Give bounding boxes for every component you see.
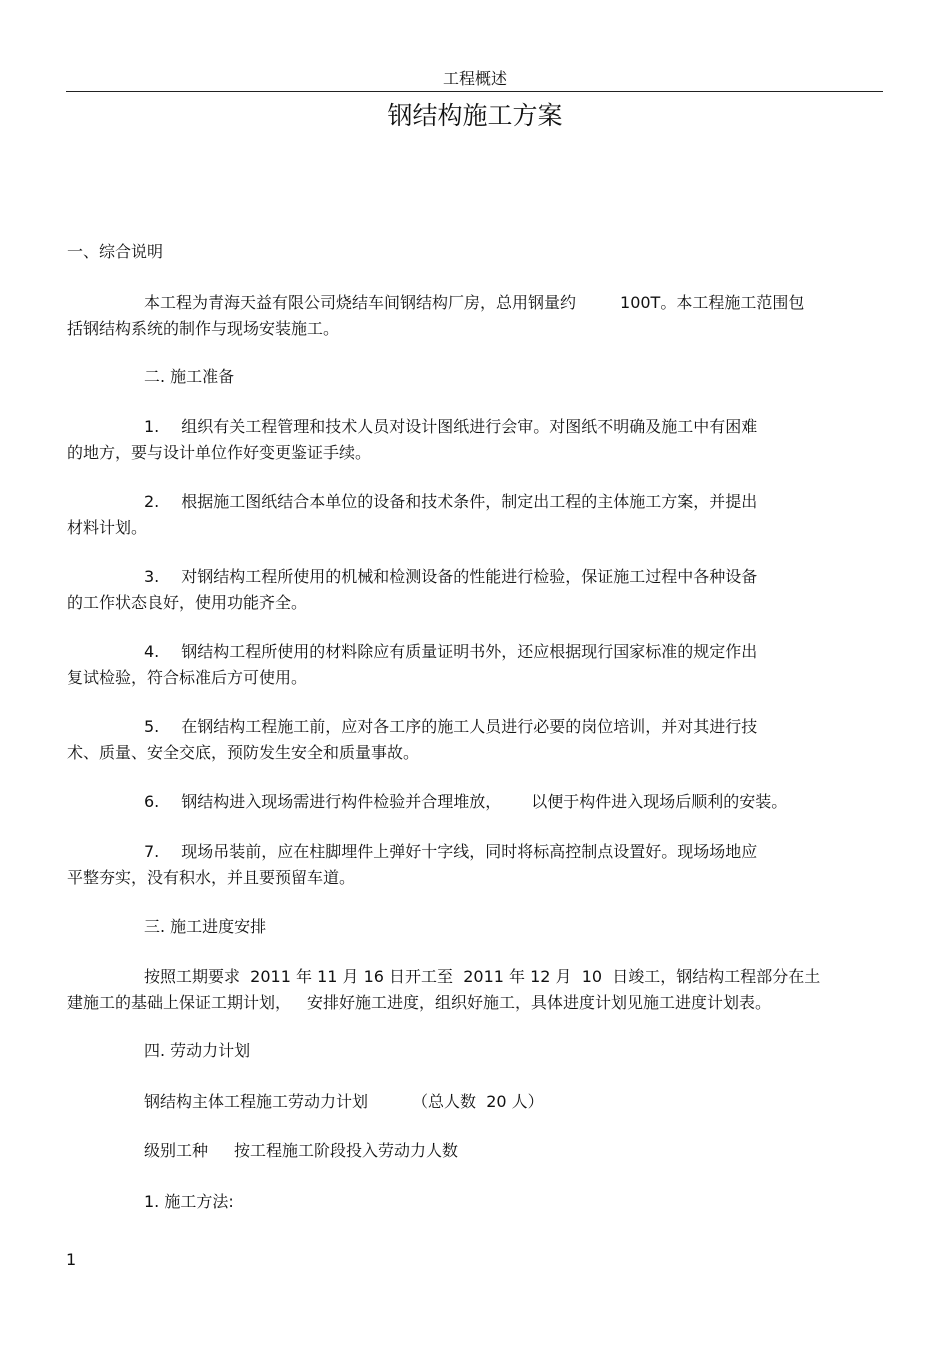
list-text: 对钢结构工程所使用的机械和检测设备的性能进行检验，保证施工过程中各种设备: [181, 567, 758, 586]
list-number: 3.: [144, 567, 160, 586]
text-run: 安排好施工进度，组织好施工，具体进度计划见施工进度计划表。: [307, 993, 772, 1012]
paragraph-line: 1. 施工方法:: [144, 1192, 234, 1211]
section-heading-preparation: 二. 施工准备: [144, 367, 235, 386]
text-run: 本工程为青海天益有限公司烧结车间钢结构厂房，总用钢量约: [144, 293, 577, 312]
paragraph-line: [144, 292, 804, 314]
list-item-line: [144, 791, 787, 813]
paragraph-line: 按照工期要求 2011 年 11 月 16 日开工至 2011 年 12 月 10 日竣工，钢结构工程部分在土: [144, 967, 821, 986]
list-number: 4.: [144, 642, 160, 661]
paragraph-line: [67, 992, 771, 1014]
list-item-line: 复试检验，符合标准后方可使用。: [67, 668, 308, 687]
section-heading-labor: 四. 劳动力计划: [144, 1041, 251, 1060]
list-item-line: 材料计划。: [67, 518, 148, 537]
list-item-line: [144, 841, 757, 863]
list-text: 在钢结构工程施工前，应对各工序的施工人员进行必要的岗位培训，并对其进行技: [181, 717, 758, 736]
text-run: 100T。本工程施工范围包: [620, 293, 805, 312]
list-item-line: [144, 716, 757, 738]
list-text: 钢结构工程所使用的材料除应有质量证明书外，还应根据现行国家标准的规定作出: [181, 642, 758, 661]
list-text: 以便于构件进入现场后顺利的安装。: [531, 792, 788, 811]
running-header: 工程概述: [442, 69, 507, 88]
list-item-line: 术、质量、安全交底，预防发生安全和质量事故。: [67, 743, 420, 762]
text-run: 按工程施工阶段投入劳动力人数: [234, 1141, 459, 1160]
list-text: 现场吊装前，应在柱脚埋件上弹好十字线，同时将标高控制点设置好。现场场地应: [181, 842, 758, 861]
header-divider: [66, 91, 883, 92]
list-item-line: 平整夯实，没有积水，并且要预留车道。: [67, 868, 356, 887]
text-run: 钢结构主体工程施工劳动力计划: [144, 1092, 369, 1111]
list-item-line: 的工作状态良好，使用功能齐全。: [67, 593, 308, 612]
list-text: 根据施工图纸结合本单位的设备和技术条件，制定出工程的主体施工方案，并提出: [181, 492, 758, 511]
list-item-line: [144, 491, 757, 513]
list-number: 5.: [144, 717, 160, 736]
list-number: 7.: [144, 842, 160, 861]
list-text: 组织有关工程管理和技术人员对设计图纸进行会审。对图纸不明确及施工中有困难: [181, 417, 758, 436]
list-number: 6.: [144, 792, 160, 811]
list-item-line: [144, 416, 757, 438]
list-number: 1.: [144, 417, 160, 436]
list-text: 钢结构进入现场需进行构件检验并合理堆放，: [181, 792, 502, 811]
section-heading-schedule: 三. 施工进度安排: [144, 917, 267, 936]
text-run: 级别工种: [144, 1141, 209, 1160]
paragraph-line: [144, 1140, 458, 1162]
page-number: 1: [66, 1250, 77, 1269]
text-run: （总人数 20 人）: [412, 1092, 544, 1111]
paragraph-line: [144, 1091, 544, 1113]
text-run: 建施工的基础上保证工期计划，: [67, 993, 292, 1012]
list-number: 2.: [144, 492, 160, 511]
list-item-line: [144, 641, 757, 663]
list-item-line: [144, 566, 757, 588]
list-item-line: 的地方，要与设计单位作好变更鉴证手续。: [67, 443, 372, 462]
section-heading-general: 一、综合说明: [67, 242, 164, 261]
paragraph-line: 括钢结构系统的制作与现场安装施工。: [67, 319, 340, 338]
document-title: 钢结构施工方案: [387, 101, 563, 130]
